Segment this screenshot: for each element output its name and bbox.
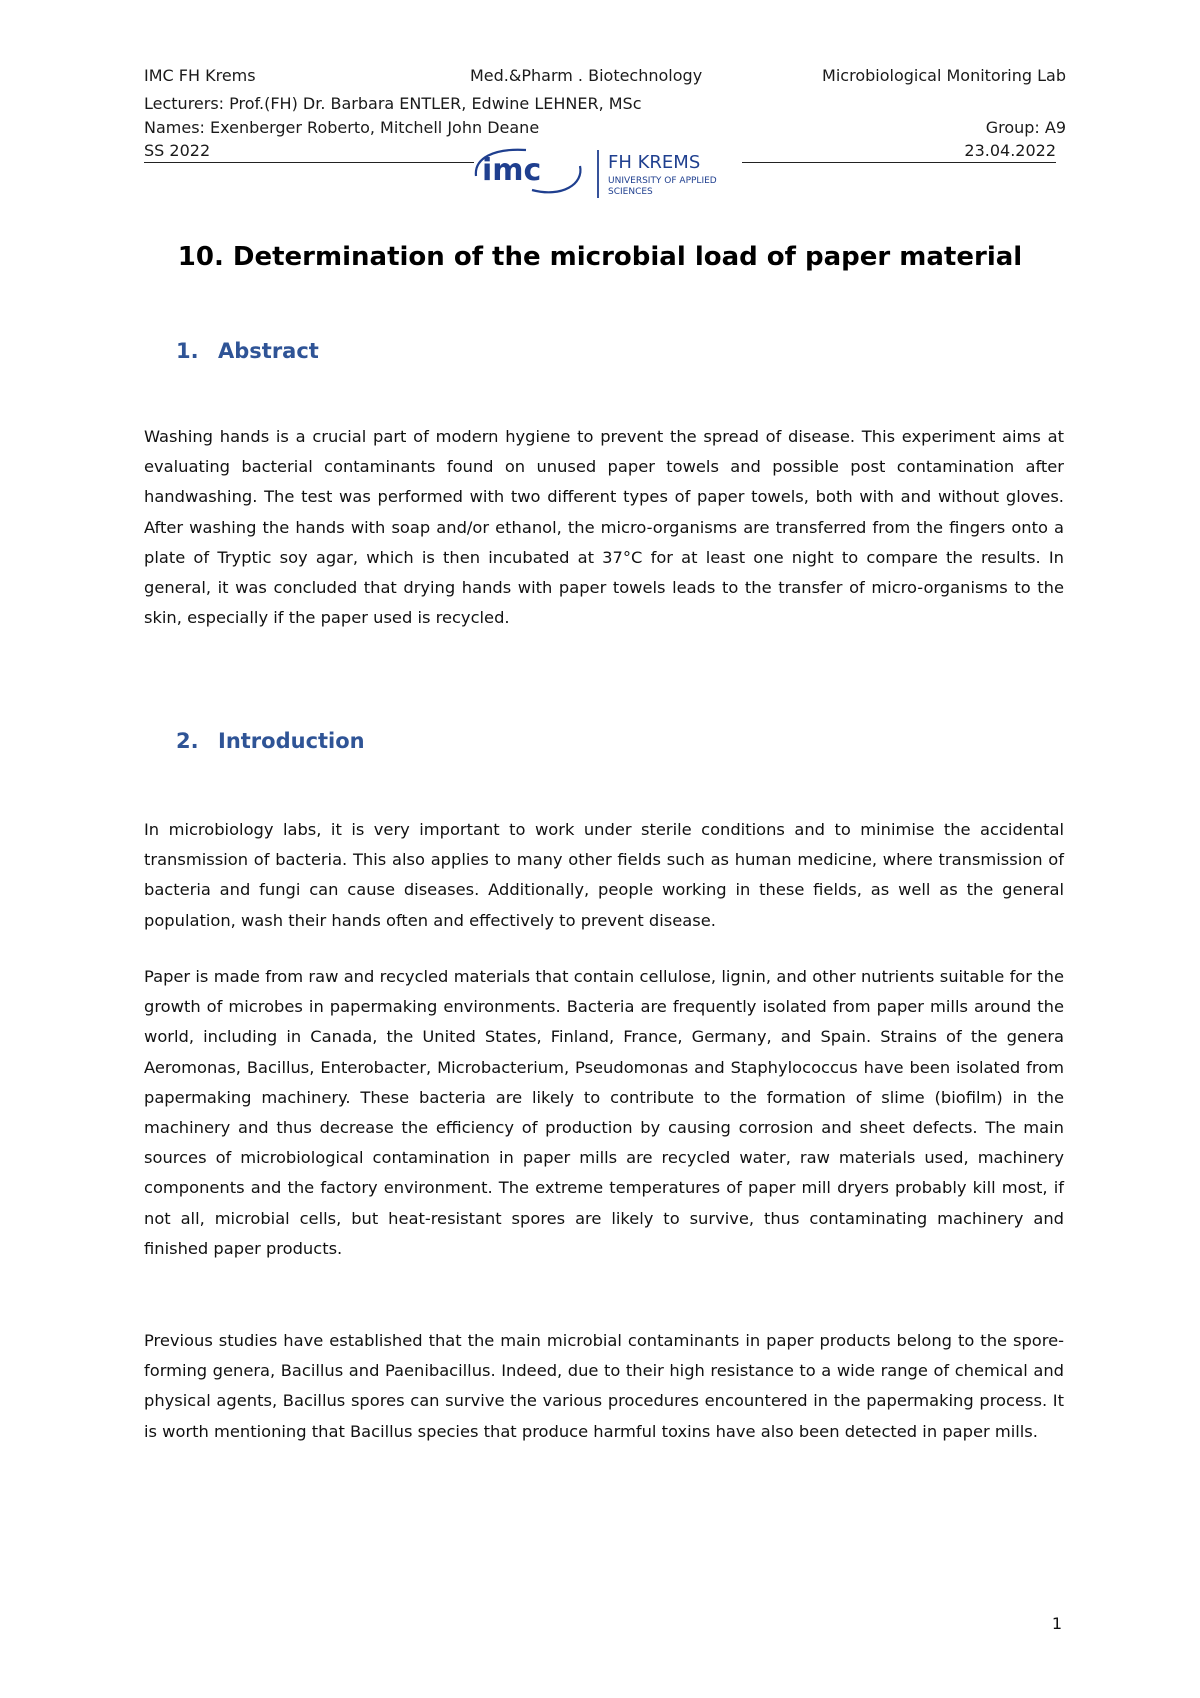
header-rule-left — [144, 162, 474, 163]
header-lecturers: Lecturers: Prof.(FH) Dr. Barbara ENTLER, Edwine LEHNER, MSc — [144, 94, 642, 113]
logo-tagline-2: SCIENCES — [608, 187, 653, 197]
introduction-paragraph-2: Paper is made from raw and recycled materials that contain cellulose, lignin, and other nutrients suitable for the growth of microbes in papermaking environments. Bacteria are frequently isolated from paper mills around the world, including in Canada, the United States, Finland, France, Germany, and Spain. Strains of the genera Aeromonas, Bacillus, Enterobacter, Microbacterium, Pseudomonas and Staphylococcus have been isolated from papermaking machinery. These bacteria are likely to contribute to the formation of slime (biofilm) in the machinery and thus decrease the efficiency of production by causing corrosion and sheet defects. The main sources of microbiological contamination in paper mills are recycled water, raw materials used, machinery components and the factory environment. The extreme temperatures of paper mill dryers probably kill most, if not all, microbial cells, but heat-resistant spores are likely to survive, thus contaminating machinery and finished paper products. — [144, 967, 1064, 1258]
header-institution: IMC FH Krems — [144, 66, 256, 85]
header-program: Med.&Pharm . Biotechnology — [470, 66, 703, 85]
header-semester: SS 2022 — [144, 141, 211, 160]
header-rule-right — [742, 162, 1056, 163]
introduction-paragraph-1: In microbiology labs, it is very important to work under sterile conditions and to minimise the accidental transmission of bacteria. This also applies to many other fields such as human medicine, where transmission of bacteria and fungi can cause diseases. Additionally, people working in these fields, as well as the general population, wash their hands often and effectively to prevent disease. — [144, 820, 1064, 930]
section-heading-introduction — [176, 727, 365, 755]
header-names: Names: Exenberger Roberto, Mitchell John Deane — [144, 118, 540, 137]
header-date: 23.04.2022 — [964, 141, 1056, 160]
header-group: Group: A9 — [985, 118, 1066, 137]
logo-tagline-1: UNIVERSITY OF APPLIED — [608, 176, 717, 186]
logo-mark: imc — [482, 153, 542, 188]
section-title: Introduction — [218, 729, 365, 753]
imc-fh-krems-logo — [466, 146, 746, 202]
section-title: Abstract — [218, 339, 319, 363]
section-heading-abstract — [176, 337, 319, 365]
header-lab: Microbiological Monitoring Lab — [822, 66, 1066, 85]
document-title: 10. Determination of the microbial load of paper material — [177, 242, 1023, 272]
section-number: 1. — [176, 339, 199, 363]
logo-name: FH KREMS — [608, 152, 701, 173]
abstract-paragraph: Washing hands is a crucial part of modern hygiene to prevent the spread of disease. This experiment aims at evaluating bacterial contaminants found on unused paper towels and possible post contamination after handwashing. The test was performed with two different types of paper towels, both with and without gloves. After washing the hands with soap and/or ethanol, the micro-organisms are transferred from the fingers onto a plate of Tryptic soy agar, which is then incubated at 37°C for at least one night to compare the results. In general, it was concluded that drying hands with paper towels leads to the transfer of micro-organisms to the skin, especially if the paper used is recycled. — [144, 427, 1064, 628]
section-number: 2. — [176, 729, 199, 753]
introduction-paragraph-3: Previous studies have established that the main microbial contaminants in paper products belong to the spore-forming genera, Bacillus and Paenibacillus. Indeed, due to their high resistance to a wide range of chemical and physical agents, Bacillus spores can survive the various procedures encountered in the papermaking process. It is worth mentioning that Bacillus species that produce harmful toxins have also been detected in paper mills. — [144, 1331, 1064, 1441]
page-number: 1 — [1051, 1614, 1062, 1633]
